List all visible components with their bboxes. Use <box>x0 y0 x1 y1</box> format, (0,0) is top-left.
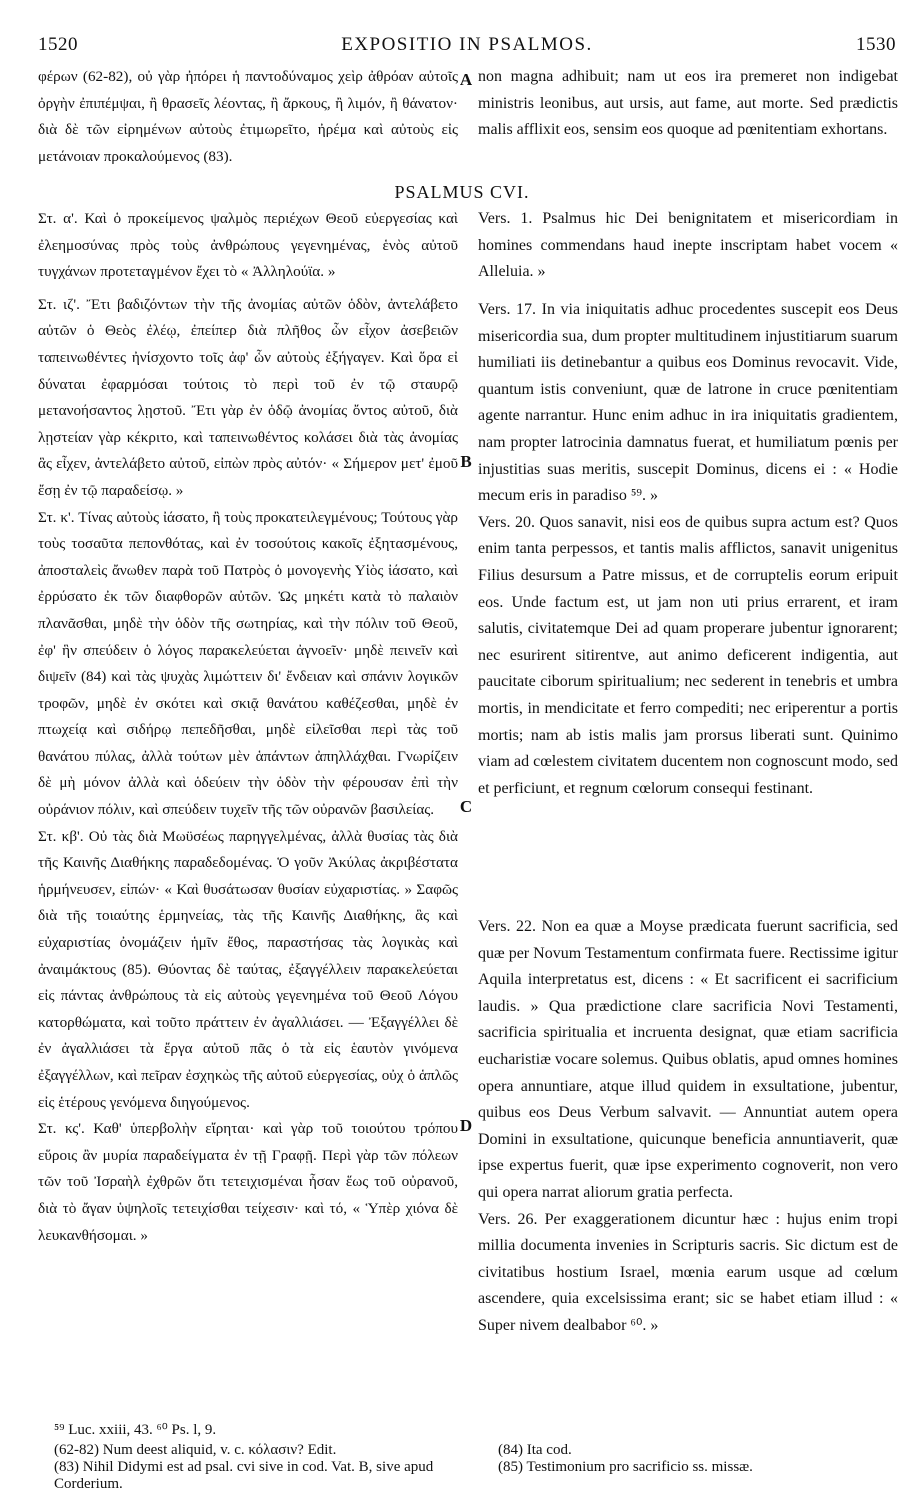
footnote-83: (83) Nihil Didymi est ad psal. cvi sive in cod. Vat. B, sive apud Corderium. <box>54 1459 434 1492</box>
latin-column-middle <box>478 297 898 802</box>
margin-letter-d: D <box>459 1116 473 1135</box>
latin-paragraph-4: Vers. 22. Non ea quæ a Moyse prædicata fuerunt sacrificia, sed quæ per Novum Testamentum confirmata fuere. Rectissime igitur Aquila interpretatus est, dicens : « Et sacrificent ei sacrificium laudis. » Qua prædictione clare sacrificia Novi Testamenti, sacrificia spiritualia et incruenta designat, quæ etiam sacrificia eucharistiæ vocare solemus. Quibus oblatis, apud omnes homines opera annuntiare, atque illud quidem in exsultatione, jubentur, quibus eos Deus Verbum salvavit. — Annuntiat autem opera Domini in exsultatione, quicunque beneficia annuntiaverit, quæ ipse expertus fuerit, quæ ipse experimento cognoverit, non vero qui opera narrat aliorum gratia perfecta. <box>478 918 898 1201</box>
margin-letter-a: A <box>459 70 473 89</box>
latin-paragraph-2: Vers. 17. In via iniquitatis adhuc procedentes suscepit eos Deus misericordia sua, dum propter multitudinem injustitiarum suarum humiliati iis detinebantur a quibus eos Dominus revocavit. Vide, quantum istis conveniunt, quæ de latrone in cruce pœnitentiam agente narrantur. Hunc enim adhuc in ira iniquitatis gradientem, nam propter latrocinia damnatus fuerat, et humiliatum pœnis per injustitias suas meritis, suscepit Dominus, dicens ei : « Hodie mecum eris in paradiso ⁵⁹. » <box>478 301 898 505</box>
greek-paragraph-4: Στ. κβ'. Οὐ τὰς διὰ Μωϋσέως παρηγγελμένας, ἀλλὰ θυσίας τὰς διὰ τῆς Καινῆς Διαθήκης παραδεδομένας. Ὁ γοῦν Ἀκύλας ἀκριβέστατα ἡρμήνευσεν, εἰπών· « Καὶ θυσάτωσαν θυσίαν εὐχαριστίας. » Σαφῶς διὰ τῆς τοιαύτης ἑρμηνείας, τὰς τῆς Καινῆς Διαθήκης, ἃς καὶ εὐχαριστίας ὀνομάζειν ἡμῖν ἔθος, παραστήσας τὰς λογικὰς καὶ ἀναιμάκτους (85). Θύοντας δὲ ταύτας, ἐξαγγέλλειν παρακελεύεται εἰς πάντας ἀνθρώπους τὰ εἰς αὐτοὺς γεγενημένα τοῦ Θεοῦ Λόγου κατορθώματα, καὶ τοῦτο πράττειν ἐν ἀγαλλιάσει. — Ἐξαγγέλλει δὲ ἐν ἀγαλλιάσει τὰ ἔργα αὐτοῦ πᾶς ὁ τὰ εἰς ἑαυτὸν γινόμενα ἐξαγγέλλων, καὶ πεῖραν ἐσχηκὼς τῆς αὐτοῦ εὐεργεσίας, οὐχ ὁ ἁπλῶς εἰς ἑτέρους γενόμενα διηγούμενος. <box>38 827 458 1111</box>
margin-letter-b: B <box>460 452 472 471</box>
footnote-84: (84) Ita cod. <box>498 1442 572 1458</box>
greek-paragraph-1: Στ. α'. Καὶ ὁ προκείμενος ψαλμὸς περιέχων Θεοῦ εὐεργεσίας καὶ ἐλεημοσύνας πρὸς τοὺς ἀνθρώπους γεγενημένας, ἑνὸς αὐτοῦ τυγχάνων προτεταγμένον ἔχει τὸ « Ἀλληλούϊα. » <box>38 210 458 281</box>
running-title: EXPOSITIO IN PSALMOS. <box>341 34 593 55</box>
latin-paragraph-0: non magna adhibuit; nam ut eos ira premeret non indigebat ministris leonibus, aut ursis, aut fame, aut morte. Sed prædictis malis afflixit eos, sensim eos quoque ad pœnitentiam exhortans. <box>478 68 898 139</box>
latin-intro-paragraph <box>478 64 898 144</box>
greek-intro-paragraph <box>38 64 458 170</box>
greek-paragraph-3: Στ. κ'. Τίνας αὐτοὺς ἰάσατο, ἢ τοὺς προκατειλεγμένους; Τούτους γὰρ τοὺς τοσαῦτα πεπονθότας, καὶ ἐν τοσούτοις κακοῖς ἐξητασμένους, ἀποσταλεὶς ἄνωθεν παρὰ τοῦ Πατρὸς ὁ μονογενὴς Υἱὸς ἰάσατο, καὶ ἐρρύσατο ἐκ τῶν διαφθορῶν αὐτῶν. Ὡς μηκέτι κατὰ τὸ παλαιὸν πλανᾶσθαι, μηδὲ τὴν ὁδὸν τῆς σωτηρίας, καὶ τὴν πόλιν τοῦ Θεοῦ, ἐφ' ἣν σπεύδειν ὁ λόγος παρακελεύεται ἀγνοεῖν· μηδὲ πεινεῖν καὶ διψεῖν (84) καὶ τὰς ψυχὰς λιμώττειν δι' ἔνδειαν καὶ σπάνιν λογικῶν τροφῶν, μηδὲ ἐν σκότει καὶ σκιᾷ θανάτου καθέζεσθαι, μηδὲ ἐν πτωχείᾳ καὶ σιδήρῳ πεπεδῆσθαι, μηδὲ εἰλεῖσθαι περὶ τὰς τοῦ θανάτου πύλας, ἀλλὰ τούτων μὲν ἁπάντων ἀπηλλάχθαι. Γνωρίζειν δὲ μὴ μόνον ἀλλὰ καὶ ὁδεύειν τὴν ὁδὸν τὴν φέρουσαν ἐπὶ τὴν οὐράνιον πόλιν, καὶ σπεύδειν τυχεῖν τῆς τῶν οὐρανῶν βασιλείας. <box>38 508 458 819</box>
footnote-85: (85) Testimonium pro sacrificio ss. missæ. <box>498 1459 753 1475</box>
psalm-title: PSALMUS CVI. <box>394 182 530 202</box>
latin-column-lower <box>478 914 898 1340</box>
greek-paragraph-0: φέρων (62-82), οὐ γὰρ ἠπόρει ἡ παντοδύναμος χεὶρ ἀθρόαν αὐτοῖς ὀργὴν ἐπιπέμψαι, ἢ θρασεῖς λέοντας, ἢ ἄρκους, ἢ λιμόν, ἢ θάνατον· διὰ δὲ τῶν εἰρημένων αὐτοὺς ἐτιμωρεῖτο, ἠρέμα καὶ αὐτοὺς εἰς μετάνοιαν προκαλούμενος (83). <box>38 68 458 165</box>
latin-column-upper <box>478 206 898 286</box>
page-number-right: 1530 <box>856 34 896 55</box>
footnote-refs: ⁵⁹ Luc. xxiii, 43. ⁶⁰ Ps. l, 9. <box>54 1422 217 1438</box>
greek-column <box>38 206 458 1249</box>
greek-paragraph-2: Στ. ιζ'. Ἔτι βαδιζόντων τὴν τῆς ἀνομίας αὐτῶν ὁδὸν, ἀντελάβετο αὐτῶν ὁ Θεὸς ἐλέῳ, ἐπείπερ διὰ πλῆθος ὧν εἶχον ἀσεβειῶν ταπεινωθέντες ἠνίσχοντο τοῖς ἀφ' ὧν αὐτοὺς ἐξήγαγεν. Καὶ ὅρα εἰ δύναται ἐφαρμόσαι τούτοις τὸ περὶ τοῦ ἐν τῷ σταυρῷ μετανοήσαντος λῃστοῦ. Ἔτι γὰρ ἐν ὁδῷ ἀνομίας ὄντος αὐτοῦ, διὰ λῃστείαν γὰρ κέκριτο, καὶ ταπεινωθέντος κολάσει διὰ τὰς ἀνομίας ἃς εἶχεν, ἀντελάβετο αὐτοῦ, εἰπὼν πρὸς αὐτόν· « Σήμερον μετ' ἐμοῦ ἔσῃ ἐν τῷ παραδείσῳ. » <box>38 295 458 499</box>
latin-paragraph-3: Vers. 20. Quos sanavit, nisi eos de quibus supra actum est? Quos enim tanta perpessos, et tantis malis afflictos, sanavit unigenitus Filius desursum a Patre missus, et de corruptelis eorum eripuit eos. Unde factum est, ut jam non uti prius errarent, et iram salutis, civitatemque Dei ad quam properare jubentur ignorarent; nec esurirent sitirentve, aut animo deficerent indigentia, aut paucitate ciborum spiritualium; nec sederent in tenebris et umbra mortis, in mendicitate et ferro compediti; nec eriperentur a portis mortis; nam ab istis malis jam prorsus liberati sunt. Quinimo viam ad cœlestem civitatem ducentem non cognoscunt modo, sed et perficiunt, et regnum cœlorum consequi festinant. <box>478 513 898 797</box>
footnote-62-82: (62-82) Num deest aliquid, v. c. κόλασιν? Edit. <box>54 1442 337 1458</box>
latin-paragraph-5: Vers. 26. Per exaggerationem dicuntur hæc : hujus enim tropi millia documenta invenies in Scripturis sacris. Sic dictum est de civitatibus hostium Israel, mœnia earum usque ad cœlum ascendere, quia excelsissima erant; sic se habet etiam illud : « Super nivem dealbabor ⁶⁰. » <box>478 1210 898 1334</box>
page-number-left: 1520 <box>38 34 78 55</box>
latin-paragraph-1: Vers. 1. Psalmus hic Dei benignitatem et misericordiam in homines commendans haud inepte inscriptam habet vocem « Alleluia. » <box>478 210 898 281</box>
greek-paragraph-5: Στ. κς'. Καθ' ὑπερβολὴν εἴρηται· καὶ γὰρ τοῦ τοιούτου τρόπου εὕροις ἂν μυρία παραδείγματα ἐν τῇ Γραφῇ. Περὶ γὰρ τῶν πόλεων τῶν τοῦ Ἰσραὴλ ἐχθρῶν ὅτι τετειχισμέναι ἦσαν ἕως τοῦ οὐρανοῦ, διὰ τὸ ἄγαν ὑψηλοῖς τετειχίσθαι τείχεσιν· καὶ τό, « Ὑπὲρ χιόνα δὲ λευκανθήσομαι. » <box>38 1120 458 1244</box>
running-header <box>38 34 896 58</box>
margin-letter-c: C <box>459 797 473 816</box>
